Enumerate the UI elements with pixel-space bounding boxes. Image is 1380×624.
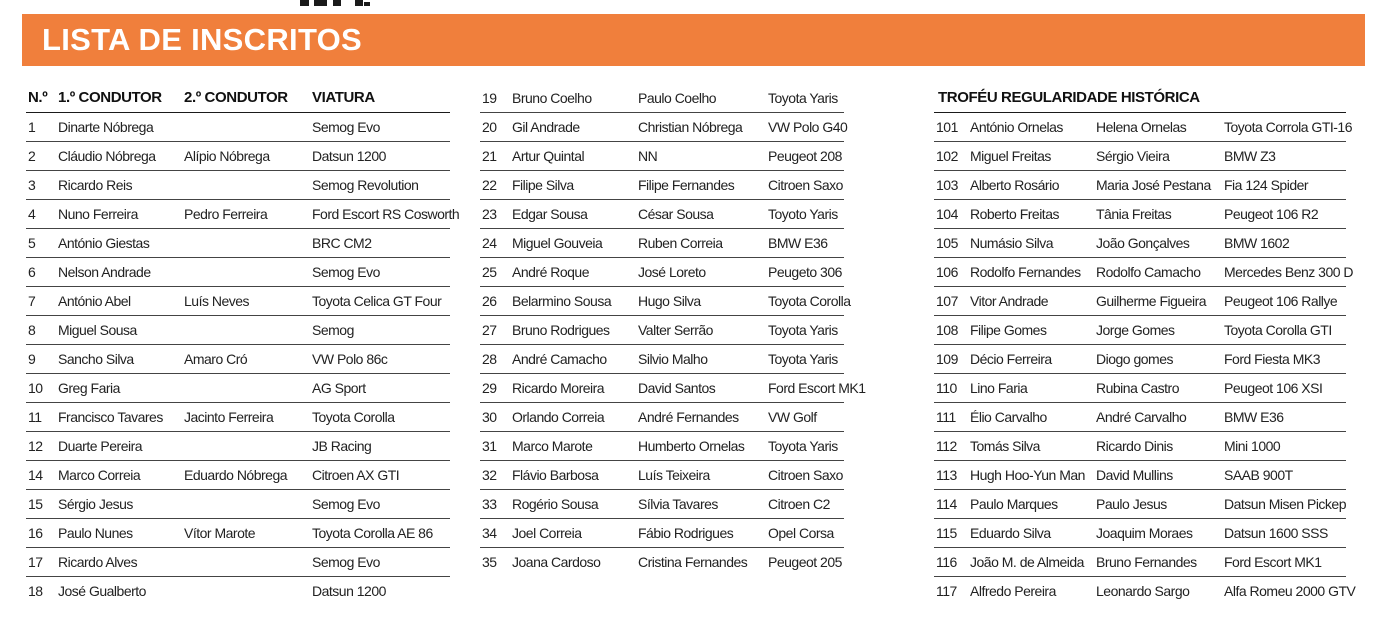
- table-row: [934, 345, 1346, 374]
- car-model: Toyota Yaris: [768, 316, 844, 345]
- car-model: Citroen Saxo: [768, 461, 844, 490]
- second-driver: [184, 374, 312, 403]
- second-driver: Ruben Correia: [638, 229, 768, 258]
- car-model: Peugeot 106 XSI: [1224, 374, 1346, 403]
- second-driver: Bruno Fernandes: [1096, 548, 1224, 577]
- second-driver: Joaquim Moraes: [1096, 519, 1224, 548]
- first-driver: Lino Faria: [970, 374, 1096, 403]
- first-driver: Décio Ferreira: [970, 345, 1096, 374]
- first-driver: Filipe Gomes: [970, 316, 1096, 345]
- car-model: Semog Evo: [312, 490, 450, 519]
- table-row: [26, 461, 450, 490]
- entry-number: 30: [480, 403, 512, 432]
- first-driver: Rodolfo Fernandes: [970, 258, 1096, 287]
- second-driver: [184, 171, 312, 200]
- first-driver: Miguel Freitas: [970, 142, 1096, 171]
- table-row: [480, 403, 844, 432]
- entry-number: 21: [480, 142, 512, 171]
- entry-number: 11: [26, 403, 58, 432]
- entry-number: 20: [480, 113, 512, 142]
- car-model: VW Polo G40: [768, 113, 844, 142]
- second-driver: Rodolfo Camacho: [1096, 258, 1224, 287]
- table-row: [26, 490, 450, 519]
- entry-number: 107: [934, 287, 970, 316]
- second-driver: [184, 229, 312, 258]
- trophy-column: [934, 84, 1356, 605]
- second-driver: [184, 258, 312, 287]
- second-driver: José Loreto: [638, 258, 768, 287]
- car-model: BMW E36: [768, 229, 844, 258]
- first-driver: António Abel: [58, 287, 184, 316]
- second-driver: André Carvalho: [1096, 403, 1224, 432]
- table-row: [26, 229, 450, 258]
- car-model: Peugeot 106 R2: [1224, 200, 1346, 229]
- entry-number: 28: [480, 345, 512, 374]
- car-model: VW Golf: [768, 403, 844, 432]
- table-row: [480, 432, 844, 461]
- first-driver: Numásio Silva: [970, 229, 1096, 258]
- table-row: [26, 258, 450, 287]
- first-driver: Tomás Silva: [970, 432, 1096, 461]
- table-row: [934, 490, 1346, 519]
- entry-number: 102: [934, 142, 970, 171]
- second-driver: Helena Ornelas: [1096, 113, 1224, 142]
- first-driver: Élio Carvalho: [970, 403, 1096, 432]
- entry-number: 117: [936, 583, 957, 599]
- first-driver: Hugh Hoo-Yun Man: [970, 461, 1096, 490]
- entry-number: 105: [934, 229, 970, 258]
- first-driver: António Giestas: [58, 229, 184, 258]
- first-driver: Gil Andrade: [512, 113, 638, 142]
- entry-number: 17: [26, 548, 58, 577]
- first-driver: Filipe Silva: [512, 171, 638, 200]
- car-model: SAAB 900T: [1224, 461, 1346, 490]
- car-model: JB Racing: [312, 432, 450, 461]
- car-model: Toyoto Yaris: [768, 200, 844, 229]
- first-driver: Sérgio Jesus: [58, 490, 184, 519]
- table-row: [934, 287, 1346, 316]
- table-row: [480, 345, 844, 374]
- car-model: Toyota Yaris: [768, 432, 844, 461]
- banner-title: LISTA DE INSCRITOS: [42, 22, 363, 57]
- table-row: [934, 374, 1346, 403]
- table-row: [480, 287, 844, 316]
- car-model: Toyota Corolla: [768, 287, 844, 316]
- entry-number: 2: [26, 142, 58, 171]
- table-row: [26, 432, 450, 461]
- second-driver: NN: [638, 142, 768, 171]
- second-driver: Pedro Ferreira: [184, 200, 312, 229]
- car-model: Toyota Corrola GTI-16: [1224, 113, 1346, 142]
- table-row: [26, 200, 450, 229]
- first-driver: Joel Correia: [512, 519, 638, 548]
- table-header-row: [26, 84, 450, 113]
- table-row: [480, 229, 844, 258]
- entry-number: 108: [934, 316, 970, 345]
- car-model: Mercedes Benz 300 D: [1224, 258, 1346, 287]
- first-driver: Francisco Tavares: [58, 403, 184, 432]
- car-model: Toyota Corolla AE 86: [312, 519, 450, 548]
- second-driver: Amaro Cró: [184, 345, 312, 374]
- first-driver: Eduardo Silva: [970, 519, 1096, 548]
- table-row: [934, 461, 1346, 490]
- car-model: Peugeot 205: [768, 554, 842, 570]
- first-driver: André Camacho: [512, 345, 638, 374]
- table-row: [480, 374, 844, 403]
- first-driver: Nelson Andrade: [58, 258, 184, 287]
- car-model: Peugeot 106 Rallye: [1224, 287, 1346, 316]
- car-model: Datsun Misen Pickep: [1224, 490, 1346, 519]
- car-model: Semog Evo: [312, 258, 450, 287]
- second-driver: Leonardo Sargo: [1096, 583, 1190, 599]
- table-row: [934, 577, 1346, 606]
- car-model: Toyota Corolla GTI: [1224, 316, 1346, 345]
- car-model: Toyota Corolla: [312, 403, 450, 432]
- car-model: Citroen AX GTI: [312, 461, 450, 490]
- car-model: Fia 124 Spider: [1224, 171, 1346, 200]
- first-driver: Joana Cardoso: [512, 554, 601, 570]
- car-model: Citroen Saxo: [768, 171, 844, 200]
- table-row: [934, 113, 1346, 142]
- car-model: Citroen C2: [768, 490, 844, 519]
- table-row: [480, 258, 844, 287]
- second-driver: [184, 577, 312, 606]
- second-driver: Sílvia Tavares: [638, 490, 768, 519]
- first-driver: Cláudio Nóbrega: [58, 142, 184, 171]
- table-row: [934, 519, 1346, 548]
- entry-number: 8: [26, 316, 58, 345]
- entry-number: 27: [480, 316, 512, 345]
- car-model: Toyota Celica GT Four: [312, 287, 450, 316]
- table-row: [480, 84, 844, 113]
- first-driver: Artur Quintal: [512, 142, 638, 171]
- entry-number: 24: [480, 229, 512, 258]
- car-model: AG Sport: [312, 374, 450, 403]
- entry-number: 12: [26, 432, 58, 461]
- second-driver: Tânia Freitas: [1096, 200, 1224, 229]
- first-driver: João M. de Almeida: [970, 548, 1096, 577]
- entry-number: 111: [934, 403, 970, 432]
- table-row: [26, 374, 450, 403]
- car-model: Ford Escort RS Cosworth: [312, 200, 450, 229]
- table-row: [26, 519, 450, 548]
- entry-number: 31: [480, 432, 512, 461]
- second-driver: Luís Teixeira: [638, 461, 768, 490]
- second-driver: [184, 548, 312, 577]
- car-model: Alfa Romeu 2000 GTV: [1224, 583, 1356, 599]
- second-driver: Ricardo Dinis: [1096, 432, 1224, 461]
- first-driver: Ricardo Reis: [58, 171, 184, 200]
- second-driver: Alípio Nóbrega: [184, 142, 312, 171]
- first-driver: André Roque: [512, 258, 638, 287]
- entry-number: 106: [934, 258, 970, 287]
- car-model: Ford Escort MK1: [1224, 548, 1346, 577]
- second-driver: Humberto Ornelas: [638, 432, 768, 461]
- car-model: Toyota Yaris: [768, 84, 844, 113]
- entry-number: 110: [934, 374, 970, 403]
- first-driver: Duarte Pereira: [58, 432, 184, 461]
- table-row: [26, 403, 450, 432]
- car-model: Mini 1000: [1224, 432, 1346, 461]
- table-row: [480, 171, 844, 200]
- table-row: [26, 113, 450, 142]
- second-driver: Cristina Fernandes: [638, 554, 748, 570]
- car-model: Datsun 1200: [312, 142, 450, 171]
- first-driver: Roberto Freitas: [970, 200, 1096, 229]
- car-model: BMW Z3: [1224, 142, 1346, 171]
- second-driver: Silvio Malho: [638, 345, 768, 374]
- trophy-table: [934, 113, 1356, 605]
- entry-number: 103: [934, 171, 970, 200]
- entry-number: 34: [480, 519, 512, 548]
- second-driver: Sérgio Vieira: [1096, 142, 1224, 171]
- first-driver: Bruno Rodrigues: [512, 316, 638, 345]
- entry-number: 116: [934, 548, 970, 577]
- second-driver: Jacinto Ferreira: [184, 403, 312, 432]
- table-row: [480, 461, 844, 490]
- car-model: Peugeot 208: [768, 142, 844, 171]
- table-row: [934, 171, 1346, 200]
- trophy-rows: [934, 113, 1356, 605]
- car-model: BRC CM2: [312, 229, 450, 258]
- table-row: [26, 287, 450, 316]
- second-driver: André Fernandes: [638, 403, 768, 432]
- entry-number: 114: [934, 490, 970, 519]
- first-driver: Dinarte Nóbrega: [58, 113, 184, 142]
- section-banner: [22, 14, 1365, 66]
- entry-number: 25: [480, 258, 512, 287]
- table-row: [26, 577, 450, 606]
- trophy-title: TROFÉU REGULARIDADE HISTÓRICA: [934, 84, 1346, 113]
- second-driver: César Sousa: [638, 200, 768, 229]
- first-driver: Orlando Correia: [512, 403, 638, 432]
- second-driver: Rubina Castro: [1096, 374, 1224, 403]
- second-driver: David Santos: [638, 374, 768, 403]
- entry-number: 104: [934, 200, 970, 229]
- table-row: [934, 142, 1346, 171]
- table-row: [934, 548, 1346, 577]
- entry-rows: [26, 113, 460, 606]
- entry-list-column-2: [480, 84, 866, 576]
- first-driver: Rogério Sousa: [512, 490, 638, 519]
- car-model: Semog Evo: [312, 113, 450, 142]
- second-driver: Maria José Pestana: [1096, 171, 1224, 200]
- car-model: Datsun 1200: [312, 583, 386, 599]
- entry-number: 15: [26, 490, 58, 519]
- table-row: [26, 171, 450, 200]
- cropped-headline-fragment: [0, 0, 1380, 14]
- first-driver: Bruno Coelho: [512, 84, 638, 113]
- entry-number: 29: [480, 374, 512, 403]
- car-model: Peugeto 306: [768, 258, 844, 287]
- entry-number: 33: [480, 490, 512, 519]
- entry-number: 4: [26, 200, 58, 229]
- car-model: Ford Escort MK1: [768, 374, 844, 403]
- entry-number: 23: [480, 200, 512, 229]
- header-driver-2: 2.º CONDUTOR: [184, 84, 312, 113]
- table-row: [934, 229, 1346, 258]
- table-row: [934, 403, 1346, 432]
- entry-number: 6: [26, 258, 58, 287]
- car-model: BMW 1602: [1224, 229, 1346, 258]
- second-driver: Guilherme Figueira: [1096, 287, 1224, 316]
- table-row: [480, 142, 844, 171]
- table-row: [26, 548, 450, 577]
- first-driver: António Ornelas: [970, 113, 1096, 142]
- first-driver: Flávio Barbosa: [512, 461, 638, 490]
- first-driver: Miguel Sousa: [58, 316, 184, 345]
- first-driver: Nuno Ferreira: [58, 200, 184, 229]
- entry-number: 112: [934, 432, 970, 461]
- table-row: [934, 316, 1346, 345]
- table-row: [934, 200, 1346, 229]
- entry-number: 7: [26, 287, 58, 316]
- first-driver: Alfredo Pereira: [970, 583, 1056, 599]
- second-driver: Hugo Silva: [638, 287, 768, 316]
- entry-number: 10: [26, 374, 58, 403]
- first-driver: Ricardo Moreira: [512, 374, 638, 403]
- first-driver: Paulo Marques: [970, 490, 1096, 519]
- entry-table: [26, 84, 460, 605]
- entry-number: 18: [28, 583, 43, 599]
- second-driver: [184, 490, 312, 519]
- car-model: Ford Fiesta MK3: [1224, 345, 1346, 374]
- second-driver: Valter Serrão: [638, 316, 768, 345]
- entry-table-continued: [480, 84, 866, 576]
- first-driver: Miguel Gouveia: [512, 229, 638, 258]
- second-driver: João Gonçalves: [1096, 229, 1224, 258]
- first-driver: Belarmino Sousa: [512, 287, 638, 316]
- table-row: [934, 258, 1346, 287]
- entry-number: 26: [480, 287, 512, 316]
- car-model: VW Polo 86c: [312, 345, 450, 374]
- first-driver: Ricardo Alves: [58, 548, 184, 577]
- second-driver: Fábio Rodrigues: [638, 519, 768, 548]
- second-driver: [184, 113, 312, 142]
- first-driver: Alberto Rosário: [970, 171, 1096, 200]
- second-driver: Eduardo Nóbrega: [184, 461, 312, 490]
- table-row: [934, 432, 1346, 461]
- table-row: [480, 490, 844, 519]
- entry-number: 1: [26, 113, 58, 142]
- second-driver: Diogo gomes: [1096, 345, 1224, 374]
- entry-number: 19: [480, 84, 512, 113]
- table-row: [480, 113, 844, 142]
- table-row: [26, 142, 450, 171]
- table-row: [480, 519, 844, 548]
- table-row: [480, 548, 844, 577]
- first-driver: Vitor Andrade: [970, 287, 1096, 316]
- second-driver: Jorge Gomes: [1096, 316, 1224, 345]
- car-model: Opel Corsa: [768, 519, 844, 548]
- entry-number: 22: [480, 171, 512, 200]
- first-driver: Marco Correia: [58, 461, 184, 490]
- second-driver: Luís Neves: [184, 287, 312, 316]
- first-driver: Paulo Nunes: [58, 519, 184, 548]
- entry-number: 3: [26, 171, 58, 200]
- entry-number: 14: [26, 461, 58, 490]
- table-row: [26, 316, 450, 345]
- first-driver: Edgar Sousa: [512, 200, 638, 229]
- entry-list-column-1: [26, 84, 460, 605]
- table-row: [26, 345, 450, 374]
- entry-rows: [480, 84, 866, 576]
- entry-number: 115: [934, 519, 970, 548]
- header-driver-1: 1.º CONDUTOR: [58, 84, 184, 113]
- car-model: BMW E36: [1224, 403, 1346, 432]
- second-driver: Paulo Jesus: [1096, 490, 1224, 519]
- entry-number: 101: [934, 113, 970, 142]
- car-model: Toyota Yaris: [768, 345, 844, 374]
- first-driver: Greg Faria: [58, 374, 184, 403]
- entry-number: 109: [934, 345, 970, 374]
- second-driver: Paulo Coelho: [638, 84, 768, 113]
- second-driver: Christian Nóbrega: [638, 113, 768, 142]
- entry-number: 5: [26, 229, 58, 258]
- second-driver: Vítor Marote: [184, 519, 312, 548]
- entry-number: 32: [480, 461, 512, 490]
- car-model: Semog Evo: [312, 548, 450, 577]
- entry-number: 9: [26, 345, 58, 374]
- header-number: N.º: [26, 84, 58, 113]
- car-model: Semog: [312, 316, 450, 345]
- second-driver: [184, 432, 312, 461]
- car-model: Datsun 1600 SSS: [1224, 519, 1346, 548]
- table-row: [480, 200, 844, 229]
- header-car: VIATURA: [312, 84, 450, 113]
- second-driver: David Mullins: [1096, 461, 1224, 490]
- first-driver: Sancho Silva: [58, 345, 184, 374]
- second-driver: [184, 316, 312, 345]
- first-driver: Marco Marote: [512, 432, 638, 461]
- entry-number: 16: [26, 519, 58, 548]
- entry-number: 35: [482, 554, 497, 570]
- second-driver: Filipe Fernandes: [638, 171, 768, 200]
- entry-number: 113: [934, 461, 970, 490]
- car-model: Semog Revolution: [312, 171, 450, 200]
- first-driver: José Gualberto: [58, 583, 146, 599]
- table-row: [480, 316, 844, 345]
